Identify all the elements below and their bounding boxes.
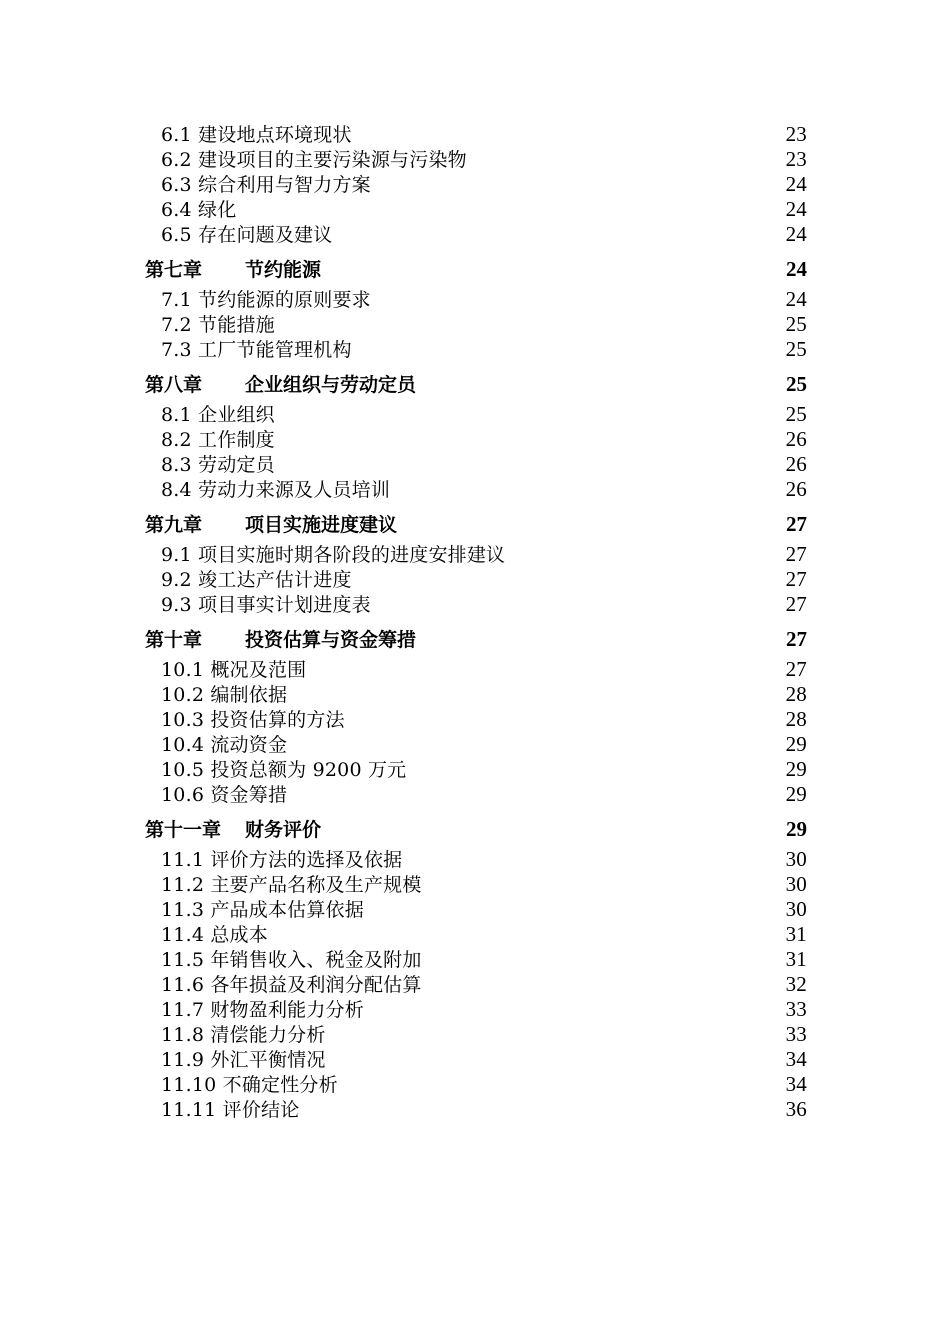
toc-section-entry[interactable] [145,337,807,362]
toc-section-entry[interactable] [145,997,807,1022]
toc-entry-title: 11.10 不确定性分析 [161,1074,338,1096]
page-number: 26 [785,477,807,501]
toc-chapter-entry[interactable] [145,252,807,286]
page-number: 31 [785,922,807,946]
page-number: 34 [785,1047,807,1071]
toc-entry-title: 11.3 产品成本估算依据 [161,899,364,921]
toc-entry-title: 6.3 综合利用与智力方案 [161,174,371,196]
toc-entry-title: 11.1 评价方法的选择及依据 [161,849,403,871]
page-number: 28 [785,707,807,731]
page-number: 29 [786,817,807,841]
toc-entry-title: 9.3 项目事实计划进度表 [161,594,371,616]
page-number: 25 [785,402,807,426]
page-number: 26 [785,427,807,451]
page-number: 27 [785,657,807,681]
chapter-title: 节约能源 [245,259,322,281]
toc-entry-title: 7.2 节能措施 [161,314,275,336]
toc-chapter-entry[interactable] [145,622,807,656]
toc-section-entry[interactable] [145,872,807,897]
chapter-title: 财务评价 [245,819,322,841]
toc-section-entry[interactable] [145,592,807,617]
page-number: 27 [786,512,807,536]
page-number: 30 [785,897,807,921]
toc-entry-title [145,253,321,287]
page-number: 25 [785,312,807,336]
toc-section-entry[interactable] [145,402,807,427]
chapter-label: 第九章 [145,514,203,536]
page-number: 31 [785,947,807,971]
toc-entry-title: 8.3 劳动定员 [161,454,275,476]
table-of-contents [145,122,807,1122]
page-number: 33 [785,997,807,1021]
toc-section-entry[interactable] [145,732,807,757]
toc-section-entry[interactable] [145,147,807,172]
page-number: 24 [785,222,807,246]
chapter-title: 项目实施进度建议 [245,514,398,536]
toc-section-entry[interactable] [145,477,807,502]
page-number: 30 [785,847,807,871]
toc-section-entry[interactable] [145,122,807,147]
toc-entry-title: 10.2 编制依据 [161,684,288,706]
toc-section-entry[interactable] [145,312,807,337]
page-number: 28 [785,682,807,706]
toc-entry-title: 11.6 各年损益及利润分配估算 [161,974,422,996]
page-number: 29 [785,757,807,781]
toc-entry-title: 7.3 工厂节能管理机构 [161,339,352,361]
toc-entry-title: 11.5 年销售收入、税金及附加 [161,949,422,971]
toc-section-entry[interactable] [145,222,807,247]
toc-entry-title: 7.1 节约能源的原则要求 [161,289,371,311]
toc-entry-title: 9.2 竣工达产估计进度 [161,569,352,591]
page-number: 24 [785,287,807,311]
page-number: 27 [786,627,807,651]
toc-entry-title: 8.1 企业组织 [161,404,275,426]
toc-entry-title: 6.2 建设项目的主要污染源与污染物 [161,149,467,171]
toc-section-entry[interactable] [145,1047,807,1072]
toc-section-entry[interactable] [145,707,807,732]
toc-section-entry[interactable] [145,542,807,567]
page-number: 26 [785,452,807,476]
toc-entry-title [145,623,416,657]
toc-section-entry[interactable] [145,567,807,592]
page-number: 36 [785,1097,807,1121]
page-number: 32 [785,972,807,996]
toc-section-entry[interactable] [145,947,807,972]
toc-entry-title [145,368,416,402]
page-number: 24 [786,257,807,281]
page-number: 27 [785,567,807,591]
chapter-title: 企业组织与劳动定员 [245,374,417,396]
toc-entry-title: 11.2 主要产品名称及生产规模 [161,874,422,896]
toc-section-entry[interactable] [145,1097,807,1122]
toc-section-entry[interactable] [145,427,807,452]
toc-entry-title: 6.1 建设地点环境现状 [161,124,352,146]
chapter-label: 第十一章 [145,819,222,841]
page-number: 23 [785,147,807,171]
page-number: 25 [785,337,807,361]
toc-section-entry[interactable] [145,172,807,197]
page-number: 25 [786,372,807,396]
toc-section-entry[interactable] [145,847,807,872]
toc-section-entry[interactable] [145,682,807,707]
toc-entry-title: 10.5 投资总额为 9200 万元 [161,759,407,781]
toc-section-entry[interactable] [145,922,807,947]
toc-entry-title: 11.9 外汇平衡情况 [161,1049,326,1071]
toc-entry-title: 10.3 投资估算的方法 [161,709,345,731]
toc-entry-title: 10.1 概况及范围 [161,659,307,681]
toc-entry-title: 6.5 存在问题及建议 [161,224,333,246]
toc-section-entry[interactable] [145,197,807,222]
page-number: 27 [785,542,807,566]
toc-section-entry[interactable] [145,972,807,997]
page-number: 29 [785,782,807,806]
toc-entry-title: 11.8 清偿能力分析 [161,1024,326,1046]
toc-entry-title: 8.4 劳动力来源及人员培训 [161,479,391,501]
toc-entry-title: 11.11 评价结论 [161,1099,300,1121]
toc-entry-title: 11.4 总成本 [161,924,268,946]
toc-section-entry[interactable] [145,1022,807,1047]
toc-entry-title: 10.6 资金筹措 [161,784,288,806]
toc-entry-title [145,508,397,542]
chapter-label: 第八章 [145,374,203,396]
chapter-title: 投资估算与资金筹措 [245,629,417,651]
page-number: 24 [785,197,807,221]
toc-entry-title: 10.4 流动资金 [161,734,288,756]
toc-entry-title: 9.1 项目实施时期各阶段的进度安排建议 [161,544,506,566]
toc-entry-title: 11.7 财物盈利能力分析 [161,999,364,1021]
toc-section-entry[interactable] [145,782,807,807]
page-number: 33 [785,1022,807,1046]
page-number: 29 [785,732,807,756]
toc-chapter-entry[interactable] [145,367,807,401]
toc-section-entry[interactable] [145,1072,807,1097]
chapter-label: 第十章 [145,629,203,651]
page-number: 23 [785,122,807,146]
toc-chapter-entry[interactable] [145,507,807,541]
toc-entry-title: 6.4 绿化 [161,199,237,221]
toc-section-entry[interactable] [145,657,807,682]
page-number: 27 [785,592,807,616]
toc-section-entry[interactable] [145,287,807,312]
toc-section-entry[interactable] [145,897,807,922]
chapter-label: 第七章 [145,259,203,281]
page-number: 34 [785,1072,807,1096]
toc-section-entry[interactable] [145,757,807,782]
toc-chapter-entry[interactable] [145,812,807,846]
page-number: 24 [785,172,807,196]
toc-section-entry[interactable] [145,452,807,477]
toc-entry-title [145,813,321,847]
toc-entry-title: 8.2 工作制度 [161,429,275,451]
page-number: 30 [785,872,807,896]
